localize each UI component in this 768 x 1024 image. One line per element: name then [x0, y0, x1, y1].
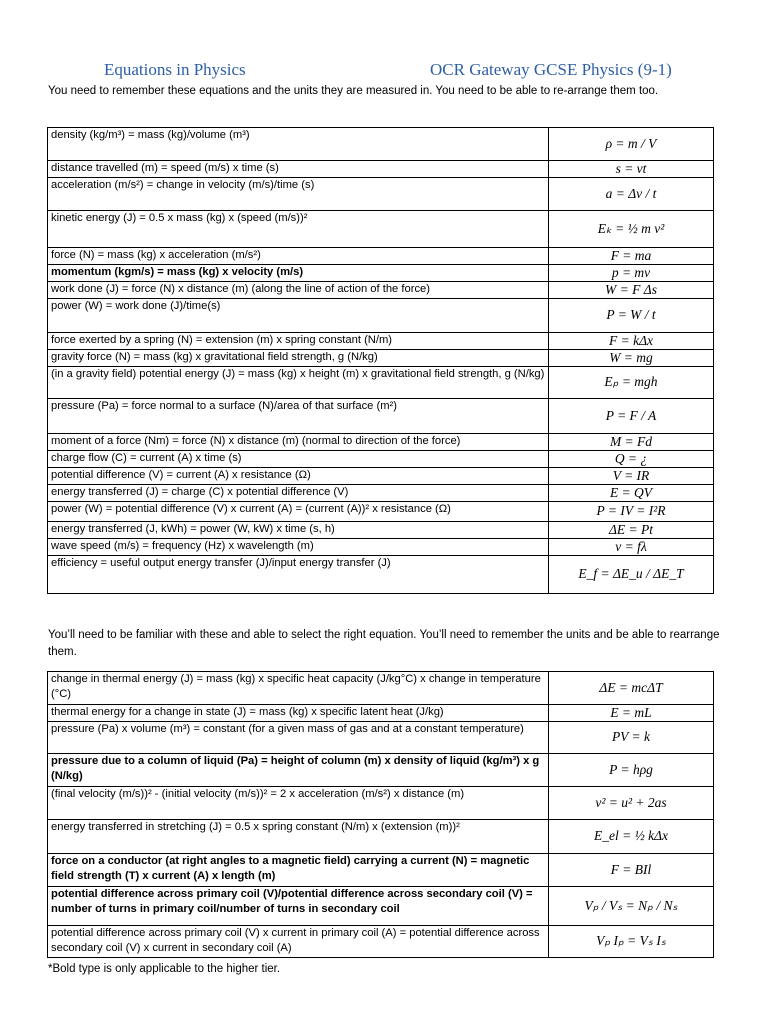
equation-description: force exerted by a spring (N) = extension (m) x spring constant (N/m) — [48, 333, 549, 350]
equation-description: charge flow (C) = current (A) x time (s) — [48, 451, 549, 468]
equation-description: power (W) = potential difference (V) x current (A) = (current (A))² x resistance (Ω) — [48, 502, 549, 522]
equation-description: wave speed (m/s) = frequency (Hz) x wavelength (m) — [48, 539, 549, 556]
document-title: Equations in Physics — [104, 60, 246, 79]
equation-description: work done (J) = force (N) x distance (m) (along the line of action of the force) — [48, 282, 549, 299]
equation-formula: W = F Δs — [549, 282, 714, 299]
equation-description: pressure (Pa) x volume (m³) = constant (for a given mass of gas and at a constant temperature) — [48, 722, 549, 754]
equation-description: momentum (kgm/s) = mass (kg) x velocity (m/s) — [48, 265, 549, 282]
equation-formula: ΔE = mcΔT — [549, 672, 714, 705]
equation-row — [48, 705, 714, 722]
equation-description: acceleration (m/s²) = change in velocity (m/s)/time (s) — [48, 178, 549, 211]
equation-description: pressure due to a column of liquid (Pa) = height of column (m) x density of liquid (kg/m³) x g (N/kg) — [48, 754, 549, 787]
equation-row — [48, 887, 714, 926]
equation-formula: F = BIl — [549, 854, 714, 887]
equation-description: efficiency = useful output energy transfer (J)/input energy transfer (J) — [48, 556, 549, 594]
equation-row — [48, 539, 714, 556]
equation-row — [48, 522, 714, 539]
equation-formula: Vₚ / Vₛ = Nₚ / Nₛ — [549, 887, 714, 926]
equation-formula: E = QV — [549, 485, 714, 502]
equation-formula: E_el = ½ kΔx — [549, 820, 714, 854]
equation-formula: s = vt — [549, 161, 714, 178]
equation-row — [48, 299, 714, 333]
equation-description: gravity force (N) = mass (kg) x gravitational field strength, g (N/kg) — [48, 350, 549, 367]
equation-description: potential difference across primary coil (V) x current in primary coil (A) = potential difference across secondary coil (V) x current in secondary coil (A) — [48, 926, 549, 958]
equation-row — [48, 434, 714, 451]
equation-row — [48, 451, 714, 468]
equation-row — [48, 854, 714, 887]
equation-row — [48, 350, 714, 367]
equation-formula: Eₚ = mgh — [549, 367, 714, 399]
equation-description: energy transferred (J, kWh) = power (W, kW) x time (s, h) — [48, 522, 549, 539]
equation-formula: M = Fd — [549, 434, 714, 451]
equation-row — [48, 248, 714, 265]
equation-formula: Q = ¿ — [549, 451, 714, 468]
equation-row — [48, 672, 714, 705]
equation-row — [48, 722, 714, 754]
equation-row — [48, 178, 714, 211]
equation-row — [48, 468, 714, 485]
intro-remember: You need to remember these equations and the units they are measured in. You need to be able to re-arrange them too. — [48, 85, 659, 97]
equation-row — [48, 282, 714, 299]
equation-formula: v² = u² + 2as — [549, 787, 714, 820]
equation-description: (in a gravity field) potential energy (J) = mass (kg) x height (m) x gravitational field strength, g (N/kg) — [48, 367, 549, 399]
equation-row — [48, 556, 714, 594]
equation-formula: v = fλ — [549, 539, 714, 556]
equation-description: energy transferred in stretching (J) = 0.5 x spring constant (N/m) x (extension (m))² — [48, 820, 549, 854]
equation-row — [48, 399, 714, 434]
equation-description: potential difference across primary coil (V)/potential difference across secondary coil (V) = number of turns in primary coil/number of turns in secondary coil — [48, 887, 549, 926]
equation-row — [48, 128, 714, 161]
equation-formula: V = IR — [549, 468, 714, 485]
equation-formula: P = IV = I²R — [549, 502, 714, 522]
equation-formula: E = mL — [549, 705, 714, 722]
footnote: *Bold type is only applicable to the higher tier. — [48, 963, 281, 975]
equations-table-familiar — [47, 671, 714, 958]
equation-row — [48, 485, 714, 502]
equation-formula: P = W / t — [549, 299, 714, 333]
equation-description: density (kg/m³) = mass (kg)/volume (m³) — [48, 128, 549, 161]
equation-formula: p = mv — [549, 265, 714, 282]
equation-description: power (W) = work done (J)/time(s) — [48, 299, 549, 333]
equation-row — [48, 820, 714, 854]
equation-description: energy transferred (J) = charge (C) x potential difference (V) — [48, 485, 549, 502]
equation-row — [48, 265, 714, 282]
equation-formula: ρ = m / V — [549, 128, 714, 161]
equation-description: force on a conductor (at right angles to a magnetic field) carrying a current (N) = magnetic field strength (T) x current (A) x length (m) — [48, 854, 549, 887]
equation-formula: ΔE = Pt — [549, 522, 714, 539]
equation-description: potential difference (V) = current (A) x resistance (Ω) — [48, 468, 549, 485]
equation-formula: W = mg — [549, 350, 714, 367]
equation-description: thermal energy for a change in state (J) = mass (kg) x specific latent heat (J/kg) — [48, 705, 549, 722]
equation-row — [48, 787, 714, 820]
equation-row — [48, 333, 714, 350]
document-subtitle: OCR Gateway GCSE Physics (9-1) — [430, 60, 672, 79]
equation-description: change in thermal energy (J) = mass (kg) x specific heat capacity (J/kg°C) x change in temperature (°C) — [48, 672, 549, 705]
equation-row — [48, 926, 714, 958]
equation-description: moment of a force (Nm) = force (N) x distance (m) (normal to direction of the force) — [48, 434, 549, 451]
equation-row — [48, 754, 714, 787]
intro-familiar: You’ll need to be familiar with these and able to select the right equation. You’ll need to remember the units and be able to rearrange them. — [48, 629, 720, 658]
equation-formula: F = kΔx — [549, 333, 714, 350]
equation-formula: Vₚ Iₚ = Vₛ Iₛ — [549, 926, 714, 958]
equation-description: force (N) = mass (kg) x acceleration (m/s²) — [48, 248, 549, 265]
equation-description: distance travelled (m) = speed (m/s) x time (s) — [48, 161, 549, 178]
equation-row — [48, 211, 714, 248]
equation-row — [48, 502, 714, 522]
equation-formula: P = hρg — [549, 754, 714, 787]
equations-table-remember — [47, 127, 714, 594]
equation-formula: a = Δv / t — [549, 178, 714, 211]
equation-formula: E_f = ΔE_u / ΔE_T — [549, 556, 714, 594]
equation-formula: PV = k — [549, 722, 714, 754]
equation-formula: F = ma — [549, 248, 714, 265]
equation-formula: P = F / A — [549, 399, 714, 434]
equation-row — [48, 161, 714, 178]
equation-description: pressure (Pa) = force normal to a surface (N)/area of that surface (m²) — [48, 399, 549, 434]
equation-description: (final velocity (m/s))² - (initial velocity (m/s))² = 2 x acceleration (m/s²) x distance (m) — [48, 787, 549, 820]
equation-description: kinetic energy (J) = 0.5 x mass (kg) x (speed (m/s))² — [48, 211, 549, 248]
equation-formula: Eₖ = ½ m v² — [549, 211, 714, 248]
equation-row — [48, 367, 714, 399]
